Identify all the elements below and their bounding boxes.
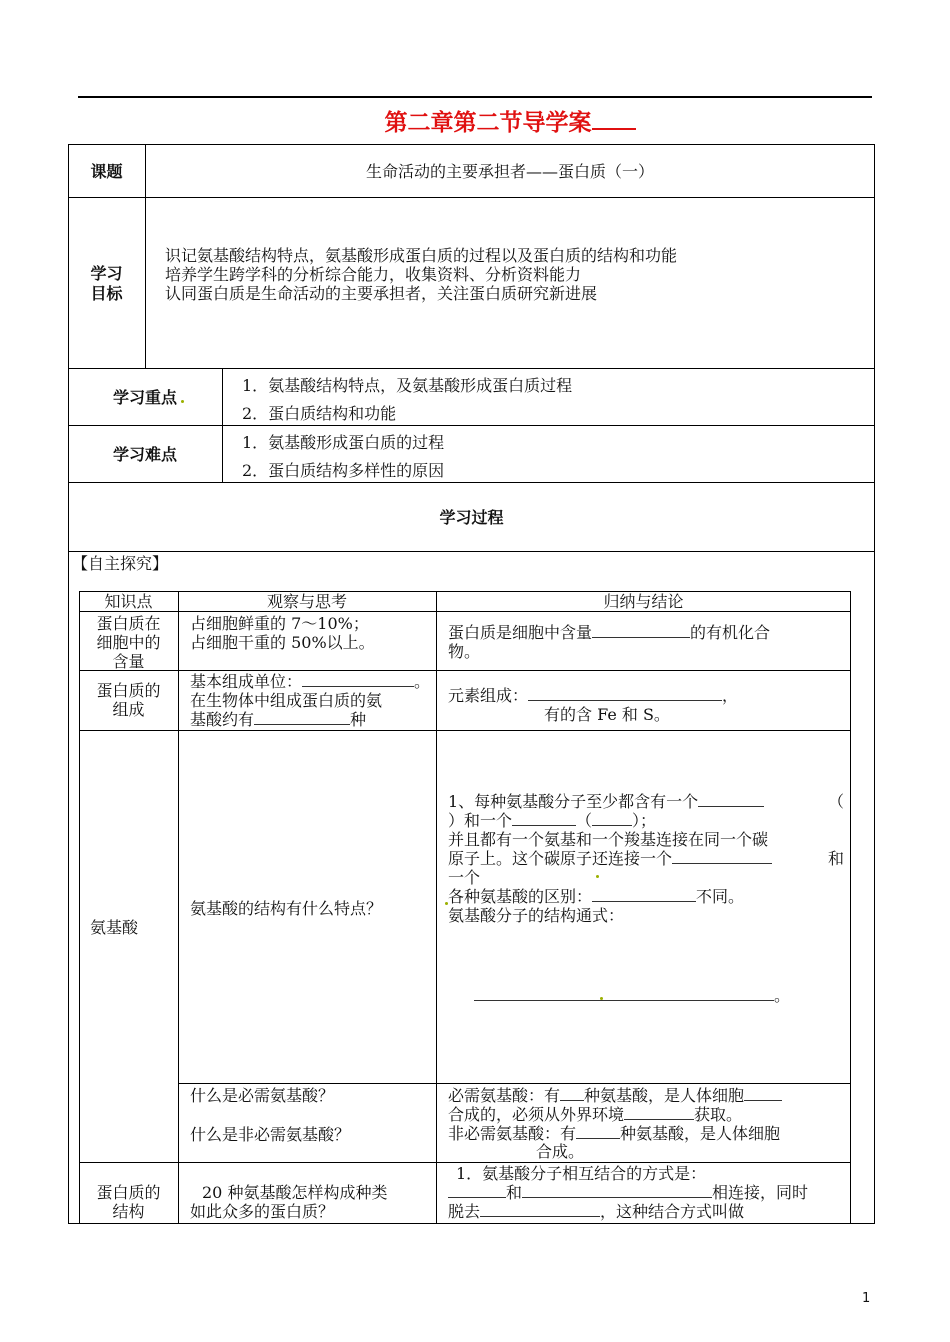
- row4-conclusion-4: 合成。: [536, 1142, 585, 1161]
- row5-knowledge-2: 结构: [112, 1202, 145, 1221]
- row5-conclusion-3: 脱去 ，这种结合方式叫做: [448, 1202, 745, 1221]
- row3-conclusion-3: 并且都有一个氨基和一个羧基连接在同一个碳: [448, 830, 769, 849]
- self-study-heading: 【自主探究】: [72, 554, 169, 573]
- row3-knowledge: 氨基酸: [90, 918, 139, 937]
- process-label: 学习过程: [439, 508, 504, 527]
- key-point-1: 1．氨基酸结构特点，及氨基酸形成蛋白质过程: [242, 376, 573, 395]
- topic-value: 生命活动的主要承担者——蛋白质（一）: [365, 162, 654, 181]
- row4-conclusion-2: 合成的，必须从外界环境 获取。: [448, 1105, 743, 1124]
- difficulty-point-1: 1．氨基酸形成蛋白质的过程: [242, 433, 445, 452]
- page-number: 1: [862, 1291, 871, 1306]
- row2-conclusion-2: 有的含 Fe 和 S。: [544, 705, 670, 724]
- goals-label-1: 学习: [90, 264, 123, 283]
- document-title: [0, 106, 950, 138]
- row5-observe-2: 如此众多的蛋白质？: [190, 1202, 335, 1221]
- row2-knowledge-2: 组成: [112, 700, 145, 719]
- row4-conclusion-1: 必需氨基酸：有 种氨基酸，是人体细胞: [448, 1086, 842, 1105]
- goal-2: 培养学生跨学科的分析综合能力，收集资料、分析资料能力: [165, 265, 582, 284]
- row2-observe-3: 基酸约有 种: [190, 710, 367, 729]
- goal-1: 识记氨基酸结构特点，氨基酸形成蛋白质的过程以及蛋白质的结构和功能: [165, 246, 678, 265]
- col-conclusion: 归纳与结论: [603, 592, 684, 611]
- row3-formula-blank: 。: [474, 986, 790, 1005]
- row1-observe-2: 占细胞干重的 50%以上。: [190, 633, 375, 652]
- goals-label-2: 目标: [90, 284, 123, 303]
- row3-conclusion-1: 1、每种氨基酸分子至少都含有一个 （: [448, 792, 844, 811]
- row2-observe-1: 基本组成单位： 。: [190, 672, 431, 691]
- row1-knowledge-3: 含量: [112, 652, 145, 671]
- header-rule: [78, 96, 872, 98]
- key-label: 学习重点: [112, 388, 177, 407]
- key-point-2: 2．蛋白质结构和功能: [242, 404, 397, 423]
- row5-observe-1: 20 种氨基酸怎样构成种类: [202, 1183, 388, 1202]
- row1-knowledge-1: 蛋白质在: [96, 614, 161, 633]
- goal-3: 认同蛋白质是生命活动的主要承担者，关注蛋白质研究新进展: [165, 284, 598, 303]
- row4-observe-1: 什么是必需氨基酸？: [190, 1086, 335, 1105]
- row2-knowledge-1: 蛋白质的: [96, 681, 161, 700]
- difficulty-point-2: 2．蛋白质结构多样性的原因: [242, 461, 445, 480]
- row5-conclusion-2: 和 相连接，同时: [448, 1183, 808, 1202]
- row3-conclusion-2: ）和一个 （ ）；: [448, 811, 657, 830]
- row1-observe-1: 占细胞鲜重的 7～10%；: [190, 614, 369, 633]
- col-observe: 观察与思考: [266, 592, 347, 611]
- row5-conclusion-1: 1．氨基酸分子相互结合的方式是：: [456, 1164, 707, 1183]
- row4-conclusion-3: 非必需氨基酸：有 种氨基酸，是人体细胞: [448, 1124, 781, 1143]
- row5-knowledge-1: 蛋白质的: [96, 1183, 161, 1202]
- row1-conclusion: 蛋白质是细胞中含量 的有机化合: [448, 623, 771, 642]
- row3-conclusion-5: 一个: [448, 868, 481, 887]
- col-knowledge: 知识点: [104, 592, 153, 611]
- topic-label: 课题: [90, 162, 123, 181]
- row2-observe-2: 在生物体中组成蛋白质的氨: [190, 691, 383, 710]
- row3-conclusion-6: 各种氨基酸的区别： 不同。: [448, 887, 745, 906]
- row3-conclusion-7: 氨基酸分子的结构通式：: [448, 906, 625, 925]
- title-text: 第二章第二节导学案: [384, 110, 592, 136]
- row4-observe-2: 什么是非必需氨基酸？: [190, 1125, 351, 1144]
- difficulty-label: 学习难点: [112, 445, 177, 464]
- row3-observe: 氨基酸的结构有什么特点？: [190, 899, 383, 918]
- row1-knowledge-2: 细胞中的: [96, 633, 161, 652]
- title-underline: [592, 106, 636, 130]
- row3-conclusion-4: 原子上。这个碳原子还连接一个 和: [448, 849, 844, 868]
- row2-conclusion-1: 元素组成： ，: [448, 686, 739, 705]
- row1-conclusion-end: 物。: [448, 642, 481, 661]
